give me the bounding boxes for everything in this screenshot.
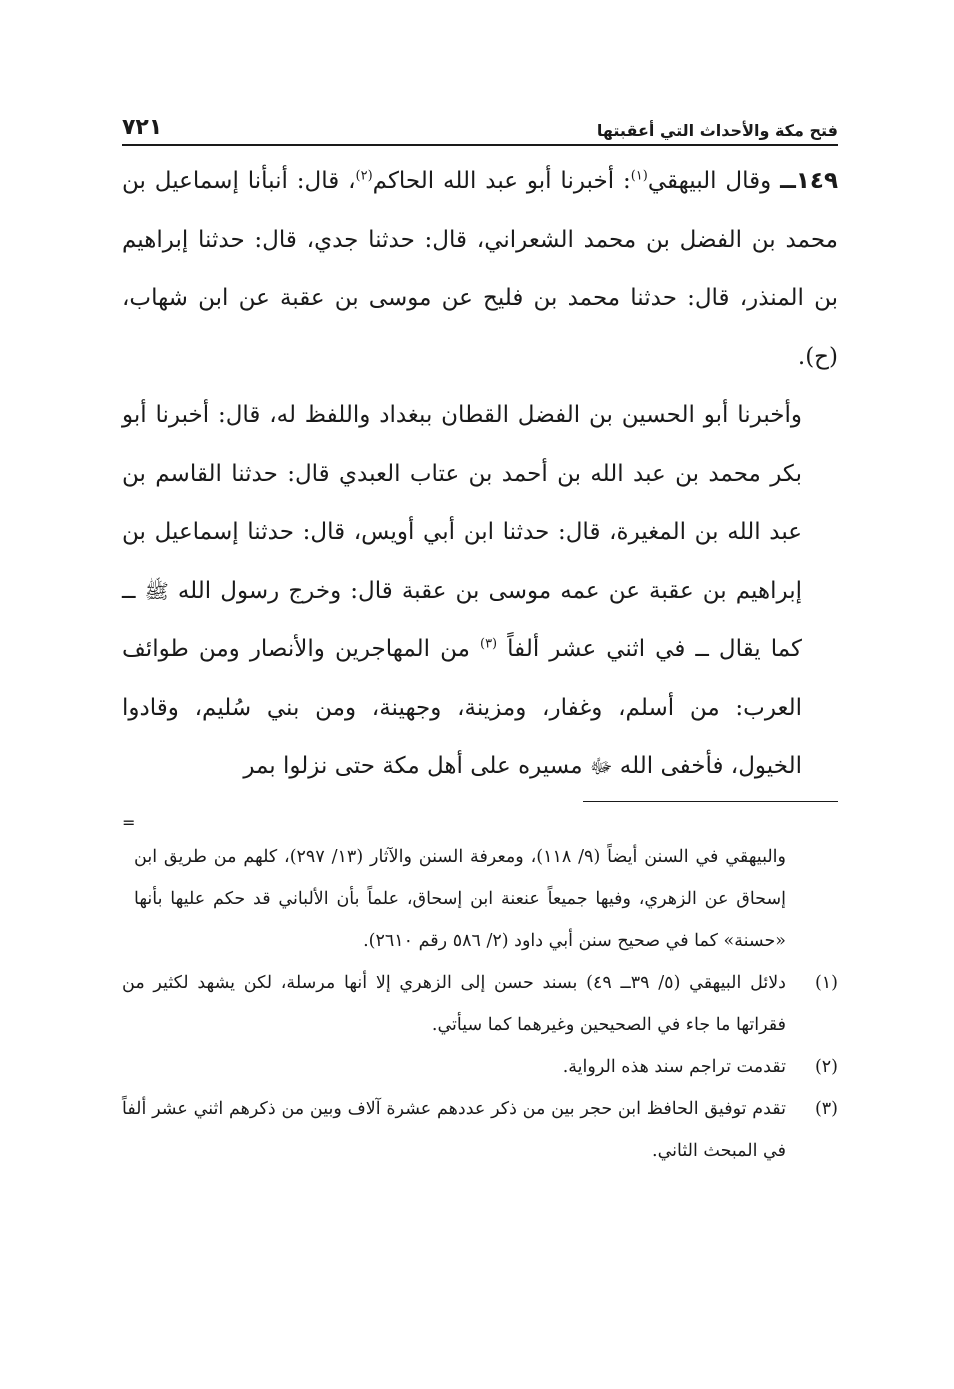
text-segment: ــ كما يقال ــ في اثني عشر ألفاً bbox=[122, 577, 802, 662]
footnote-1 bbox=[122, 962, 838, 1046]
hadith-number: ١٤٩ــ bbox=[780, 168, 838, 194]
footnote-continuation bbox=[122, 836, 838, 962]
footnote-ref-1[interactable]: (١) bbox=[630, 168, 648, 184]
running-title: فتح مكة والأحداث التي أعقبتها bbox=[596, 121, 838, 140]
footnote-marker: (٢) bbox=[814, 1057, 838, 1077]
page-header bbox=[122, 108, 838, 146]
footnote-separator bbox=[122, 801, 838, 831]
footnote-2 bbox=[122, 1046, 838, 1088]
footnote-rule bbox=[583, 801, 838, 802]
text-segment: من المهاجرين والأنصار ومن طوائف العرب: من أسلم، وغفار، ومزينة، وجهينة، ومن بني سُليم، وقادوا الخيول، فأخفى الله bbox=[122, 636, 802, 779]
hadith-paragraph-1 bbox=[122, 152, 838, 386]
text-segment: وقال البيهقي bbox=[647, 168, 772, 194]
text-segment: مسيره على أهل مكة حتى نزلوا بمر bbox=[243, 753, 583, 779]
footnote-marker: (١) bbox=[814, 973, 838, 993]
main-text bbox=[122, 152, 838, 796]
footnote-continuation-mark: = bbox=[122, 813, 136, 832]
footnote-text: تقدمت تراجم سند هذه الرواية. bbox=[562, 1057, 786, 1077]
salawat-glyph-icon: ﷺ bbox=[144, 578, 169, 603]
footnote-continuation-text: والبيهقي في السنن أيضاً (٩/ ١١٨)، ومعرفة السنن والآثار (١٣/ ٢٩٧)، كلهم من طريق ابن إسحاق عن الزهري، وفيها جميعاً عنعنة ابن إسحاق، علماً بأن الألباني قد حكم عليها بأنها «حسنة» كما في صحيح سنن أبي داود (٢/ ٥٨٦ رقم ٢٦١٠). bbox=[134, 847, 786, 951]
page-number: ٧٢١ bbox=[122, 115, 163, 140]
footnote-ref-3[interactable]: (٣) bbox=[479, 636, 498, 652]
footnote-text: دلائل البيهقي (٥/ ٣٩ــ ٤٩) بسند حسن إلى الزهري إلا أنها مرسلة، لكن يشهد لكثير من فقراتها ما جاء في الصحيحين وغيرهما كما سيأتي. bbox=[122, 973, 786, 1035]
text-segment: : أخبرنا أبو عبد الله الحاكم bbox=[372, 168, 631, 194]
book-page bbox=[122, 108, 838, 1161]
footnote-text: تقدم توفيق الحافظ ابن حجر بين من ذكر عددهم عشرة آلاف وبين من ذكرهم اثني عشر ألفاً في المبحث الثاني. bbox=[122, 1099, 786, 1161]
footnote-ref-2[interactable]: (٢) bbox=[355, 168, 373, 184]
footnote-3 bbox=[122, 1088, 838, 1172]
footnotes bbox=[122, 836, 838, 1172]
azza-wajal-glyph-icon: ﷻ bbox=[589, 754, 613, 778]
text-segment: ، قال: أنبأنا إسماعيل بن محمد بن الفضل بن محمد الشعراني، قال: حدثنا جدي، قال: حدثنا إبراهيم بن المنذر، قال: حدثنا محمد بن فليح عن موسى بن عقبة عن ابن شهاب، (ح). bbox=[122, 168, 838, 370]
footnote-marker: (٣) bbox=[814, 1099, 838, 1119]
hadith-paragraph-2 bbox=[122, 386, 838, 796]
text-segment: وأخبرنا أبو الحسين بن الفضل القطان ببغداد واللفظ له، قال: أخبرنا أبو بكر محمد بن عبد الله بن أحمد بن عتاب العبدي قال: حدثنا القاسم بن عبد الله بن المغيرة، قال: حدثنا ابن أبي أويس، قال: حدثنا إسماعيل بن إبراهيم بن عقبة عن عمه موسى بن عقبة قال: وخرج رسول الله bbox=[122, 402, 802, 604]
